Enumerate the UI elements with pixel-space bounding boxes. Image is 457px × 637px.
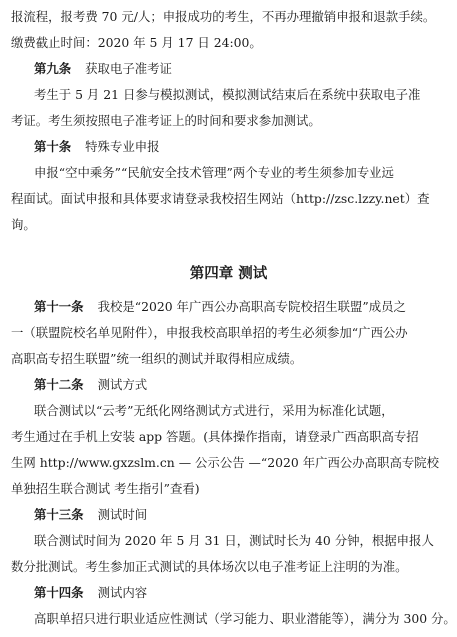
article-number: 第十条 [34,139,72,154]
text-line: 程面试。面试申报和具体要求请登录我校招生网站（http://zsc.lzzy.net）查 [11,191,430,206]
text-line: 报流程，报考费 70 元/人；申报成功的考生，不再办理撤销申报和退款手续。 [11,9,436,24]
article-9-heading [0,56,457,82]
text-line: 申报“空中乘务”“民航安全技术管理”两个专业的考生须参加专业远 [34,165,394,180]
article-number: 第十一条 [34,299,84,314]
text-line: 高职单招只进行职业适应性测试（学习能力、职业潜能等），满分为 300 分。 [34,611,456,626]
text-line: 联合测试时间为 2020 年 5 月 31 日，测试时长为 40 分钟，根据申报人 [34,533,434,548]
text-line: 数分批测试。考生参加正式测试的具体场次以电子准考证上注明的为准。 [11,559,408,574]
article-number: 第九条 [34,61,72,76]
text-line: 联合测试以“云考”无纸化网络测试方式进行，采用为标准化试题， [34,403,394,418]
chapter-title: 第四章 测试 [189,266,268,282]
article-13-heading [0,502,457,528]
article-11-paragraph [0,294,457,320]
article-12-heading [0,372,457,398]
article-number: 第十四条 [34,585,84,600]
article-number: 第十二条 [34,377,84,392]
text-line: 高职高专招生联盟”统一组织的测试并取得相应成绩。 [11,351,303,366]
article-title: 测试内容 [97,585,148,600]
text-line: 缴费截止时间：2020 年 5 月 17 日 24:00。 [11,35,262,50]
text-line: 生网 http://www.gxzslm.cn — 公示公告 —“2020 年广西公办高职高专院校 [11,455,440,470]
text-line: 询。 [11,217,36,232]
article-title: 测试方式 [97,377,148,392]
article-title: 测试时间 [97,507,148,522]
text-line: 考生于 5 月 21 日参与模拟测试，模拟测试结束后在系统中获取电子准 [34,87,421,102]
article-title: 特殊专业申报 [85,139,160,154]
text-line: 我校是“2020 年广西公办高职高专院校招生联盟”成员之 [97,299,406,314]
article-title: 获取电子准考证 [85,61,172,76]
text-line: 考生通过在手机上安装 app 答题。(具体操作指南，请登录广西高职高专招 [11,429,419,444]
article-14-heading [0,580,457,606]
article-10-heading [0,134,457,160]
text-line: 考证。考生须按照电子准考证上的时间和要求参加测试。 [11,113,321,128]
text-line: 一（联盟院校名单见附件），申报我校高职单招的考生必须参加“广西公办 [11,325,408,340]
text-line: 单独招生联合测试 考生指引”查看) [11,481,200,496]
article-number: 第十三条 [34,507,84,522]
